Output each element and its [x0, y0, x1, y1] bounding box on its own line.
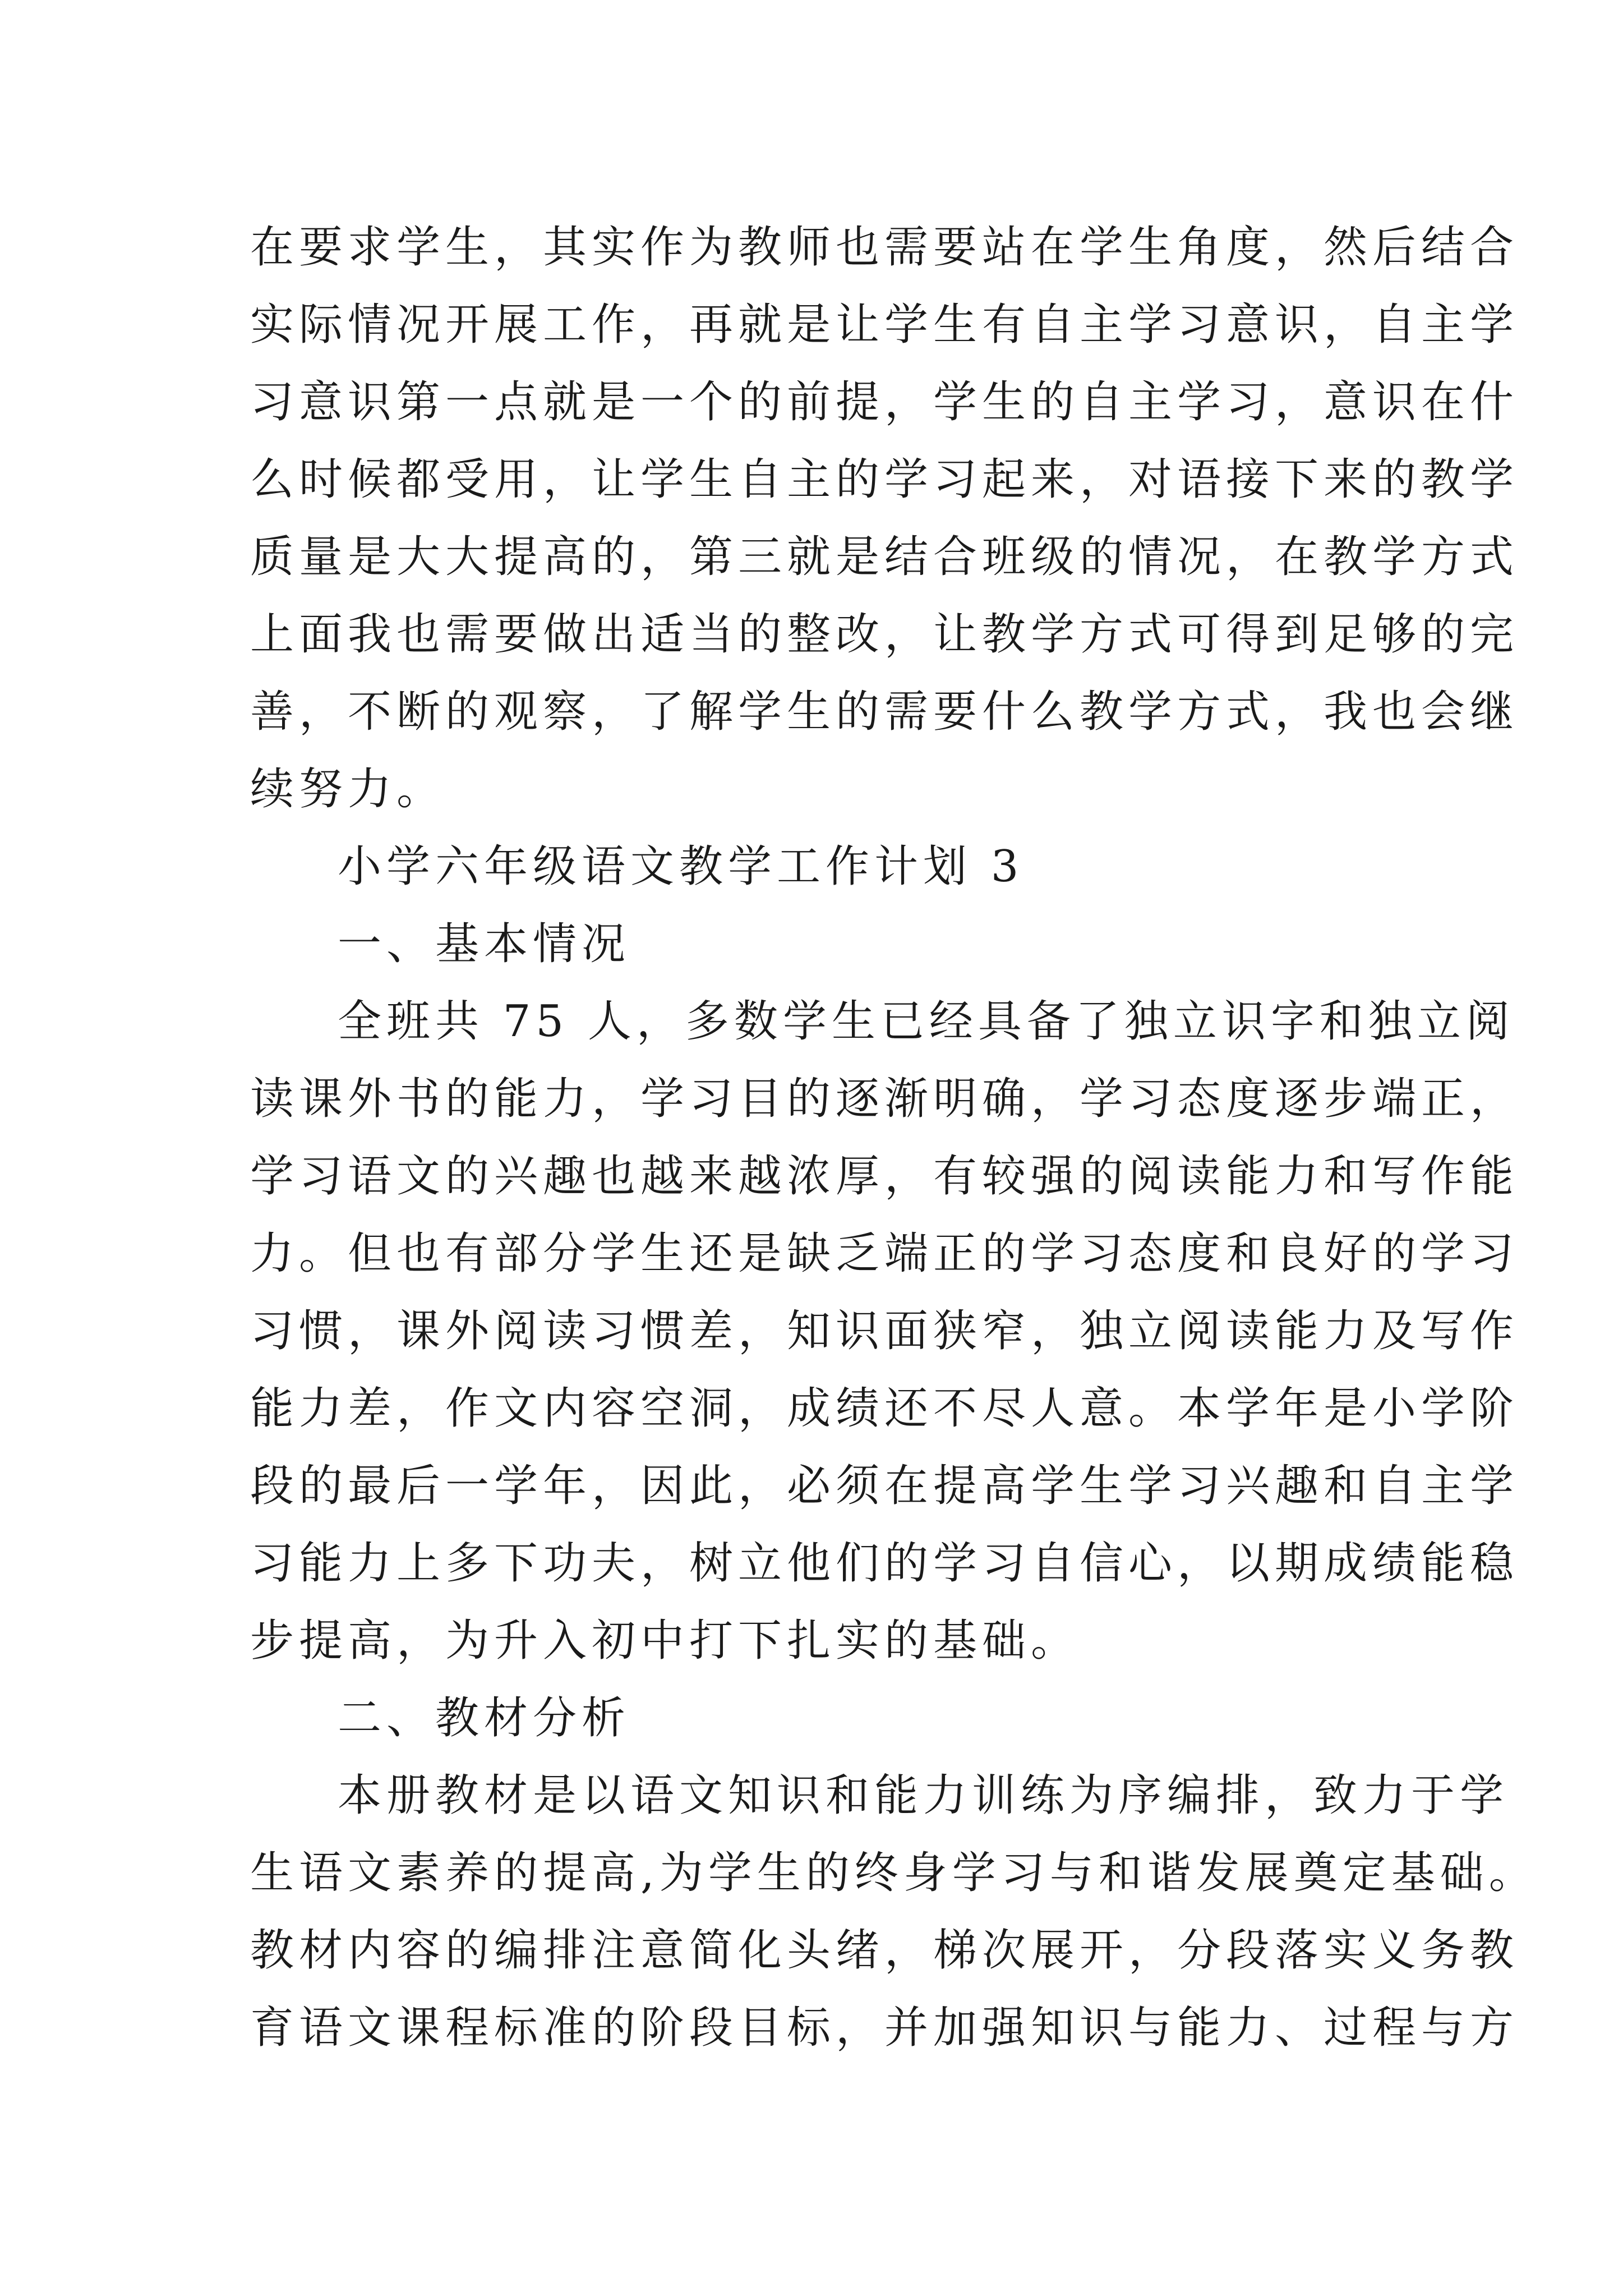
section-heading: 二、教材分析: [338, 1693, 631, 1743]
text-line: 习意识第一点就是一个的前提，学生的自主学习，意识在什: [250, 377, 1519, 427]
document-body: [250, 209, 1538, 2067]
text-line: 读课外书的能力，学习目的逐渐明确，学习态度逐步端正，: [250, 1074, 1519, 1124]
text-line: 在要求学生，其实作为教师也需要站在学生角度，然后结合: [250, 222, 1519, 273]
text-line: 续努力。: [250, 764, 446, 815]
text-line: 教材内容的编排注意简化头绪，梯次展开，分段落实义务教: [250, 1925, 1519, 1976]
paragraph-first-line: 全班共 75 人，多数学生已经具备了独立识字和独立阅: [338, 996, 1515, 1047]
text-line: 学习语文的兴趣也越来越浓厚，有较强的阅读能力和写作能: [250, 1151, 1519, 1202]
text-line: 么时候都受用，让学生自主的学习起来，对语接下来的教学: [250, 454, 1519, 505]
text-line: 段的最后一学年，因此，必须在提高学生学习兴趣和自主学: [250, 1461, 1519, 1511]
text-line: 质量是大大提高的，第三就是结合班级的情况，在教学方式: [250, 532, 1519, 582]
text-line: 育语文课程标准的阶段目标，并加强知识与能力、过程与方: [250, 2003, 1519, 2053]
text-line: 步提高，为升入初中打下扎实的基础。: [250, 1616, 1080, 1666]
text-line: 上面我也需要做出适当的整改，让教学方式可得到足够的完: [250, 609, 1519, 660]
paragraph-first-line: 本册教材是以语文知识和能力训练为序编排，致力于学: [338, 1770, 1509, 1821]
text-line: 习能力上多下功夫，树立他们的学习自信心，以期成绩能稳: [250, 1538, 1519, 1589]
text-line: 力。但也有部分学生还是缺乏端正的学习态度和良好的学习: [250, 1228, 1519, 1279]
text-line: 能力差，作文内容空洞，成绩还不尽人意。本学年是小学阶: [250, 1383, 1519, 1434]
section-heading: 一、基本情况: [338, 919, 631, 969]
text-line: 善，不断的观察，了解学生的需要什么教学方式，我也会继: [250, 687, 1519, 737]
text-line: 习惯，课外阅读习惯差，知识面狭窄，独立阅读能力及写作: [250, 1306, 1519, 1356]
text-line: 实际情况开展工作，再就是让学生有自主学习意识，自主学: [250, 300, 1519, 350]
text-line: 生语文素养的提高,为学生的终身学习与和谐发展奠定基础。: [250, 1848, 1538, 1898]
section-title: 小学六年级语文教学工作计划 3: [338, 841, 1024, 892]
